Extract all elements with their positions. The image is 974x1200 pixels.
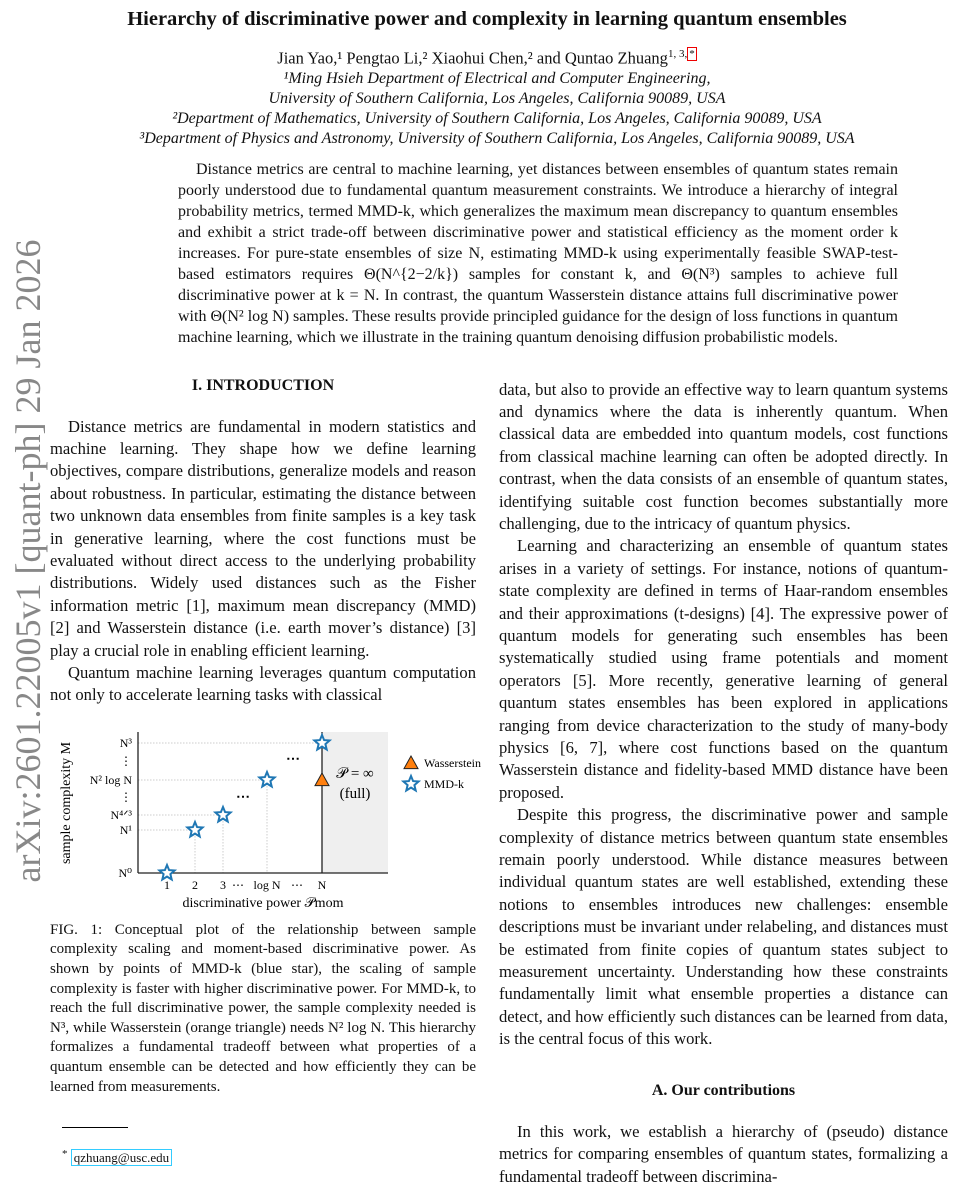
y-axis-label: sample complexity M (59, 741, 74, 864)
full-power-region (322, 732, 388, 873)
two-column-body (0, 376, 974, 1188)
affiliation-1: ¹Ming Hsieh Department of Electrical and Computer Engineering, (283, 69, 711, 87)
right-column-text (499, 379, 948, 1051)
email-link[interactable]: qzhuang@usc.edu (71, 1149, 172, 1166)
authors-text: Jian Yao,¹ Pengtao Li,² Xiaohui Chen,² and Quntao Zhuang (277, 48, 668, 68)
paragraph: Distance metrics are fundamental in modern statistics and machine learning. They shape how we define learning objectives, compare distributions, generalize models and reason about robustness. In particular, estimating the distance between two unknown data ensembles from finite samples is a key task in generative learning, where the cost functions must be evaluated without direct access to the underlying probability distributions. Widely used distances such as the Fisher information metric [1], maximum mean discrepancy (MMD) [2] and Wasserstein distance (i.e. earth mover’s distance) [3] play a crucial role in enabling efficient learning. (50, 416, 476, 660)
x-tick-label: 3 (220, 877, 226, 892)
paper-title: Hierarchy of discriminative power and complexity in learning quantum ensembles (127, 8, 847, 30)
y-tick-label: N⁰ (118, 865, 132, 880)
footnote-mark: * (62, 1148, 68, 1161)
ellipsis: ⋯ (286, 751, 300, 767)
region-label: (full) (339, 785, 371, 802)
paragraph: Learning and characterizing an ensemble of quantum states arises in a variety of settings. For instance, notions of quantum-state complexity are defined in terms of Haar-random ensembles and their approximations (t-designs) [4]. The expressive power of quantum models for generating such ensembles has been systematically studied using frame potentials and moment operators [5]. More recently, generative learning of general quantum states ensembles has been explored in applications ranging from device characterization to the study of many-body physics [6, 7], where cost functions based on the quantum Wasserstein distance and fidelity-based MMD distance have been proposed. (499, 536, 948, 802)
x-tick-label: ⋯ (291, 877, 303, 892)
y-tick-label: N³ (119, 735, 132, 750)
left-column (50, 376, 482, 1167)
left-column-text (50, 416, 476, 707)
mmd-k-marker (159, 865, 174, 880)
mmd-k-marker (259, 772, 274, 787)
x-tick-label: 2 (192, 877, 198, 892)
paragraph: In this work, we establish a hierarchy of (pseudo) distance metrics for comparing ensembles of quantum states, formalizing a fundamental tradeoff between discrimina- (499, 1121, 948, 1186)
ellipsis: ⋯ (236, 789, 250, 805)
x-tick-label: ⋯ (232, 877, 244, 892)
affiliation-2: ²Department of Mathematics, University of Southern California, Los Angeles, California 90089, USA (172, 109, 822, 127)
legend-wasserstein-icon (404, 756, 418, 769)
x-tick-label: log N (253, 877, 281, 892)
abstract: Distance metrics are central to machine learning, yet distances between ensembles of quantum states remain poorly understood due to fundamental quantum measurement constraints. We introduce a hierarchy of integral probability metrics, termed MMD-k, which generalizes the maximum mean discrepancy to quantum ensembles and exhibit a strict trade-off between discriminative power and statistical efficiency as the moment order k increases. For pure-state ensembles of size N, estimating MMD-k using experimentally feasible SWAP-test-based estimators requires Θ(N^{2−2/k}) samples for constant k, and Θ(N³) samples to achieve full discriminative power at k = N. In contrast, the quantum Wasserstein distance attains full discriminative power with Θ(N² log N) samples. These results provide principled guidance for the design of loss functions in quantum machine learning, which we illustrate in the training quantum denoising diffusion probabilistic models. (178, 160, 898, 346)
x-tick-label: N (317, 877, 327, 892)
mmd-k-marker (215, 807, 230, 822)
paragraph: data, but also to provide an effective way to learn quantum systems and dynamics where the data is inherently quantum. When classical data are embedded into quantum models, cost functions from classical machine learning can often be adopted directly. In contrast, when the data consists of an ensemble of quantum states, identifying suitable cost function becomes substantially more challenging, due to the intricacy of quantum physics. (499, 379, 948, 533)
region-label: 𝒫 = ∞ (336, 765, 374, 782)
legend-label: MMD-k (424, 776, 465, 791)
footnote (62, 1148, 476, 1166)
right-column (499, 376, 948, 1188)
y-tick-label: ⋮ (120, 789, 132, 804)
y-tick-label: ⋮ (120, 753, 132, 768)
paragraph: Despite this progress, the discriminative power and sample complexity of distance metrics between quantum state ensembles remain poorly understood. While distance measures between individual quantum states are well established, extending these notions to ensembles introduces new challenges: ensemble descriptions must be invariant under relabeling, and distances must be estimated from finite copies of quantum states subject to measurement uncertainty. Understanding how these constraints fundamentally limit what ensemble properties a distance can detect, and how efficiently such distances can be learned from data, is the central focus of this work. (499, 805, 948, 1049)
y-tick-label: N⁴ᐟ³ (110, 807, 132, 822)
mmd-k-marker (187, 822, 202, 837)
legend-label: Wasserstein (424, 755, 482, 770)
arxiv-watermark: arXiv:2601.22005v1 [quant-ph] 29 Jan 2026 (8, 239, 48, 883)
paper-header (0, 0, 974, 348)
y-tick-label: N² log N (89, 772, 132, 787)
section-heading-introduction: I. INTRODUCTION (191, 376, 335, 394)
corresponding-author-link[interactable]: * (689, 48, 695, 60)
y-tick-label: N¹ (119, 822, 132, 837)
x-axis-label: discriminative power 𝒫mom (182, 895, 344, 911)
right-column-text-2 (499, 1121, 948, 1188)
affiliation-3: ³Department of Physics and Astronomy, University of Southern California, Los Angeles, California 90089, USA (139, 129, 855, 147)
x-tick-label: 1 (164, 877, 170, 892)
affiliation-1b: University of Southern California, Los Angeles, California 90089, USA (268, 89, 726, 107)
author-list (0, 44, 974, 69)
author-sup: 1, 3, (667, 48, 688, 60)
section-heading-contributions: A. Our contributions (651, 1081, 796, 1099)
legend-mmd-icon (403, 776, 418, 791)
figure-1-chart (50, 725, 482, 915)
figure-caption: FIG. 1: Conceptual plot of the relationship between sample complexity scaling and moment-based discriminative power. As shown by points of MMD-k (blue star), the scaling of sample complexity is faster with higher discriminative power. For MMD-k, to reach the full discriminative power, the sample complexity needed is N³, while Wasserstein (orange triangle) needs N² log N. This hierarchy formalizes a fundamental tradeoff between what properties of a quantum ensemble can be detected and how efficiently they can be learned from measurements. (50, 921, 476, 1095)
paragraph: Quantum machine learning leverages quantum computation not only to accelerate learning tasks with classical (50, 662, 476, 705)
footnote-rule (62, 1127, 128, 1128)
